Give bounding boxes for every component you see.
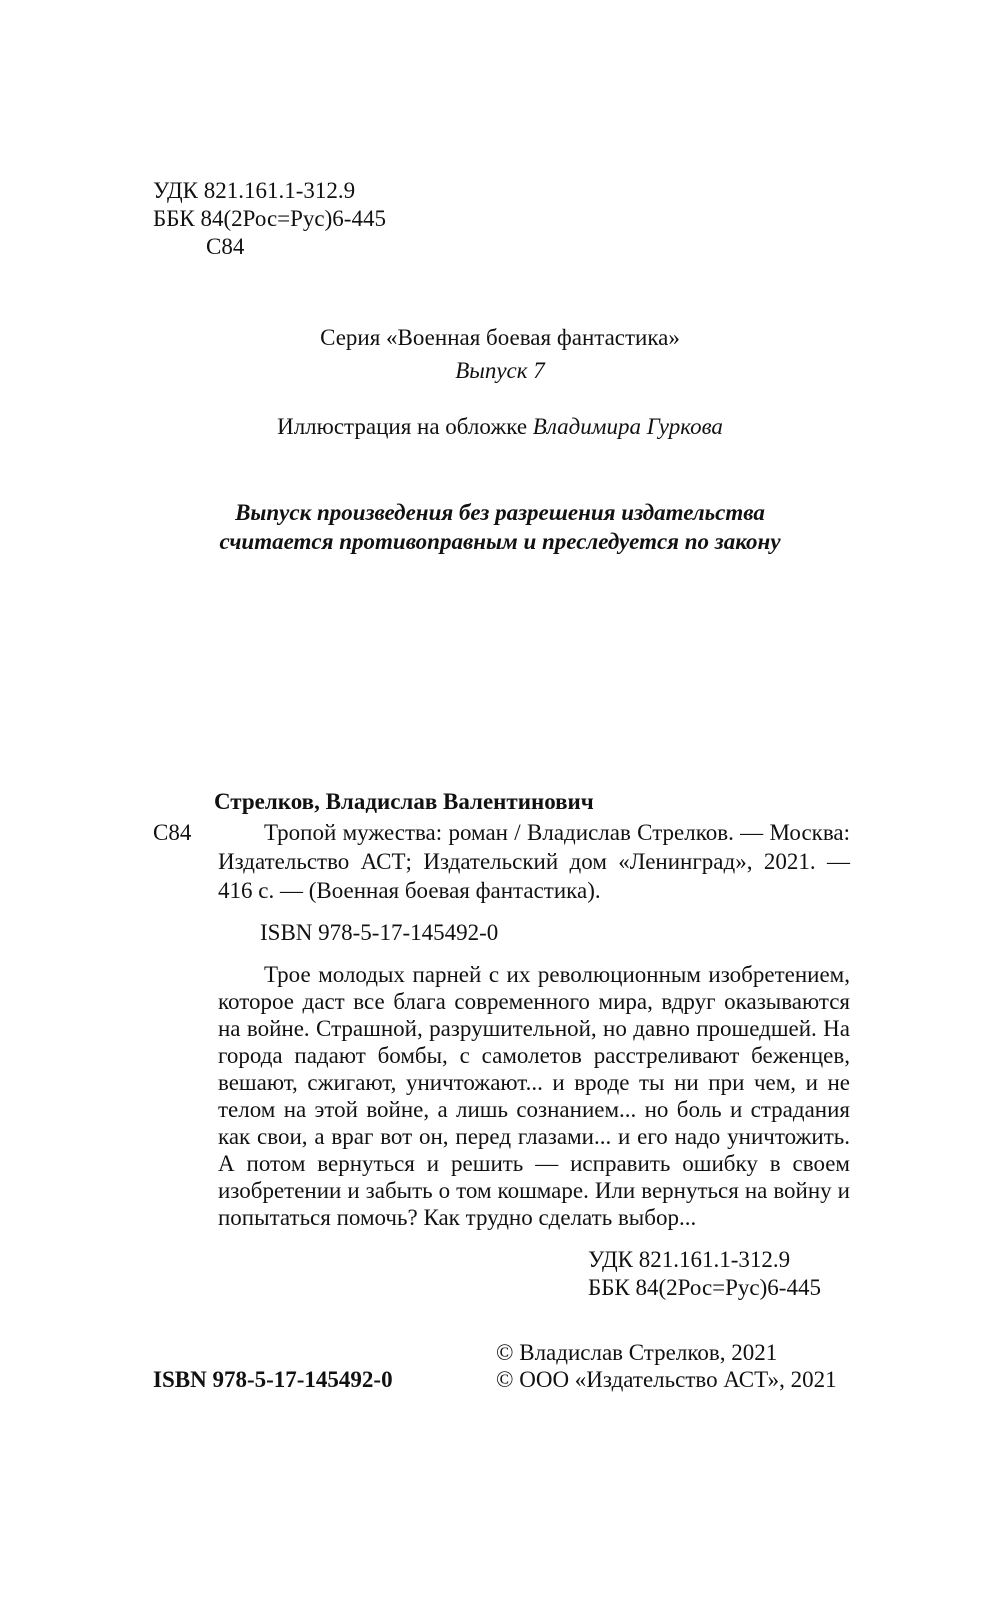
udk-code: УДК 821.161.1-312.9	[153, 178, 356, 203]
copyright-author: © Владислав Стрелков, 2021	[496, 1340, 778, 1365]
illustration-artist: Владимира Гуркова	[532, 414, 723, 439]
copyright-publisher: © ООО «Издательство АСТ», 2021	[496, 1367, 837, 1392]
record-annotation	[218, 961, 850, 1231]
footer-isbn: ISBN 978-5-17-145492-0	[153, 1367, 393, 1392]
series-title: Серия «Военная боевая фантастика»	[320, 325, 680, 350]
author-mark: С84	[206, 234, 245, 259]
record-author: Стрелков, Владислав Валентинович	[214, 789, 594, 814]
record-annotation-text: Трое молодых парней с их революционным изобретением, которое даст все блага современного мира, вдруг оказываются на войне. Страшной, разрушительной, но давно прошедшей. На города падают бомбы, с самолетов расстреливают беженцев, вешают, сжигают, уничтожают... и вроде ты ни при чем, и не телом на этой войне, а лишь сознанием... но боль и страдания как свои, а враг вот он, перед глазами... и его надо уничтожить. А потом вернуться и решить — исправить ошибку в своем изобретении и забыть о том кошмаре. Или вернуться на войну и попытаться помочь? Как трудно сделать выбор...	[218, 962, 850, 1230]
record-udk: УДК 821.161.1-312.9	[588, 1247, 791, 1272]
record-description	[218, 818, 850, 905]
record-bbk: ББК 84(2Рос=Рус)6-445	[588, 1275, 821, 1300]
warning-line-1: Выпуск произведения без разрешения издательства	[235, 500, 765, 525]
series-issue: Выпуск 7	[455, 358, 545, 383]
record-author-mark: С84	[153, 820, 192, 845]
warning-line-2: считается противоправным и преследуется по закону	[219, 529, 781, 554]
illustration-credit	[0, 412, 1000, 441]
record-description-text: Тропой мужества: роман / Владислав Стрелков. — Москва: Издательство АСТ; Издательский дом «Ленинград», 2021. — 416 с. — (Военная боевая фантастика).	[218, 820, 850, 903]
illustration-prefix: Иллюстрация на обложке	[277, 414, 528, 439]
record-isbn: ISBN 978-5-17-145492-0	[260, 920, 499, 945]
bbk-code: ББК 84(2Рос=Рус)6-445	[153, 206, 386, 231]
